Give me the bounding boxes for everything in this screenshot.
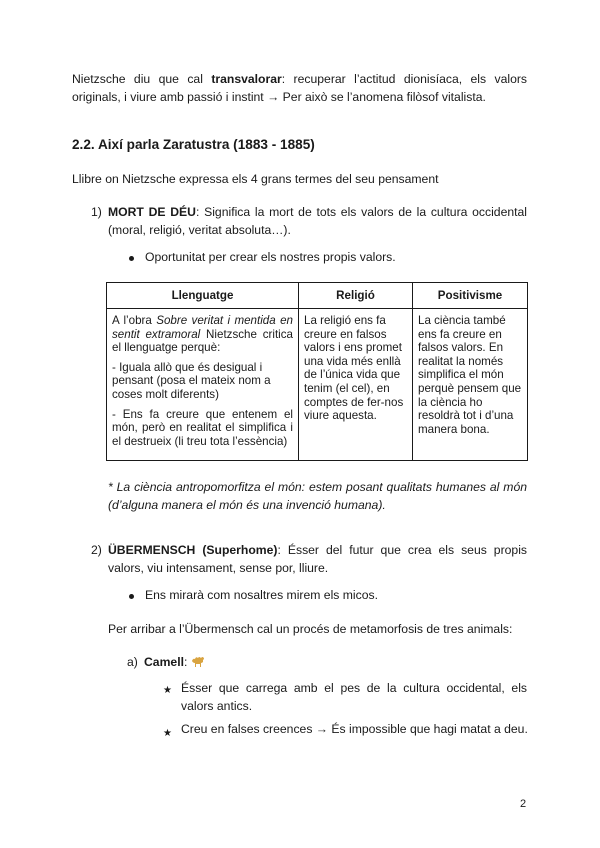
item2-bullet: Ens mirarà com nosaltres mirem els micos.	[145, 588, 378, 602]
star-bullet-icon: ★	[163, 685, 172, 696]
item1-number: 1)	[91, 205, 102, 219]
intro-paragraph	[72, 70, 527, 106]
book-title: Sobre veritat i mentida en sentit extramoral	[112, 314, 293, 341]
comparison-table	[106, 282, 528, 461]
table-header-row	[107, 283, 528, 309]
llenguatge-para-1	[112, 314, 293, 355]
item2-text: : Ésser del futur que crea els seus propis valors, viu intensament, sense por, lliure.	[108, 543, 527, 575]
item1-title: MORT DE DÉU	[108, 205, 196, 219]
intro-bold-term: transvalorar	[211, 72, 282, 86]
llenguatge-text-b: Nietzsche critica el llenguatge perquè:	[112, 327, 294, 355]
item1-text: : Significa la mort de tots els valors de la cultura occidental (moral, religió, veritat absoluta…).	[108, 205, 527, 237]
llenguatge-text-a: A l’obra	[112, 314, 157, 327]
camel-point-1: Ésser que carrega amb el pes de la cultura occidental, els valors antics.	[181, 681, 527, 713]
page-number: 2	[520, 798, 527, 810]
metamorphosis-text: Per arribar a l’Übermensch cal un procés de metamorfosis de tres animals:	[108, 622, 513, 636]
table-cell-religio: La religió ens fa creure en falsos valors i ens promet una vida més enllà de l’única vida que tenim (el cel), en comptes de fer-nos viure aquesta.	[299, 309, 413, 461]
intro-after: : recuperar l’actitud dionisíaca, els valors originals, i viure amb passió i instint → Per això se l’anomena filòsof vitalista.	[72, 72, 528, 104]
table-cell-llenguatge	[107, 309, 299, 461]
camel-title: Camell	[144, 655, 184, 669]
item1-paragraph	[108, 203, 527, 239]
item2-paragraph	[108, 541, 527, 577]
section-subtitle: Llibre on Nietzsche expressa els 4 grans termes del seu pensament	[72, 172, 439, 186]
table-header-llenguatge: Llenguatge	[107, 283, 299, 309]
llenguatge-para-2: - Iguala allò que és desigual i pensant (posa el mateix nom a coses molt diferents)	[112, 360, 271, 401]
llenguatge-para-3: - Ens fa creure que entenem el món, però en realitat el simplifica i el destrueix (li treu tota l’essència)	[112, 407, 293, 448]
table-row	[107, 309, 528, 461]
camel-label: a)	[127, 655, 138, 669]
camel-icon	[191, 655, 206, 671]
bullet-dot-icon	[129, 594, 134, 599]
item2-title: ÜBERMENSCH (Superhome)	[108, 543, 278, 557]
table-header-positivisme: Positivisme	[413, 283, 528, 309]
section-heading: 2.2. Així parla Zaratustra (1883 - 1885)	[72, 137, 315, 152]
camel-colon: :	[183, 655, 188, 669]
bullet-dot-icon	[129, 256, 134, 261]
table-header-religio: Religió	[299, 283, 413, 309]
footnote: * La ciència antropomorfitza el món: estem posant qualitats humanes al món (d’alguna manera el món és una invenció humana).	[108, 480, 527, 512]
item2-number: 2)	[91, 543, 102, 557]
camel-heading	[144, 655, 206, 671]
table-cell-positivisme: La ciència també ens fa creure en falsos valors. En realitat la només simplifica el món perquè pensem que la ciència ho resoldrà tot i d’una manera bona.	[413, 309, 528, 461]
camel-point-2: Creu en falses creences → És impossible que hagi matat a deu.	[181, 722, 528, 736]
intro-before: Nietzsche diu que cal	[72, 72, 212, 86]
item1-bullet: Oportunitat per crear els nostres propis valors.	[145, 250, 396, 264]
star-bullet-icon: ★	[163, 728, 172, 739]
